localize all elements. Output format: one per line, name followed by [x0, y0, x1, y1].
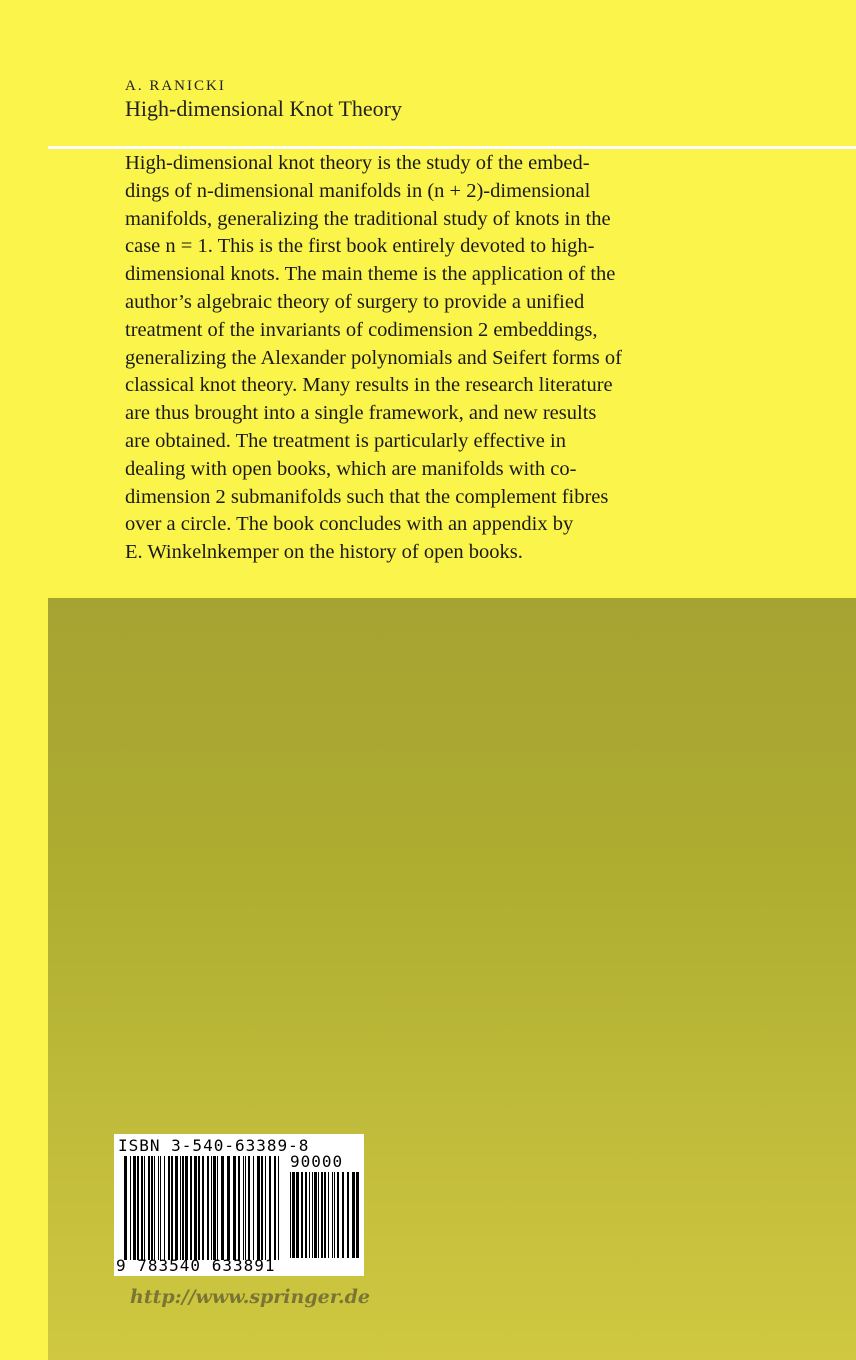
- abstract-line: dimension 2 submanifolds such that the complement fibres: [125, 485, 609, 508]
- ean-number: 9 783540 633891: [116, 1256, 276, 1275]
- abstract-line: High-dimensional knot theory is the study of the embed-: [125, 152, 590, 174]
- publisher-url[interactable]: http://www.springer.de: [130, 1286, 370, 1308]
- abstract-line: treatment of the invariants of codimension 2 embeddings,: [125, 318, 598, 341]
- barcode: [114, 1134, 364, 1276]
- abstract-line: generalizing the Alexander polynomials and Seifert forms of: [125, 346, 622, 369]
- abstract-line: dings of n-dimensional manifolds in (n + 2)-dimensional: [125, 179, 591, 202]
- price-addon-label: 90000: [290, 1152, 344, 1171]
- abstract-line: dimensional knots. The main theme is the application of the: [125, 263, 616, 286]
- barcode-bars: [124, 1156, 280, 1260]
- abstract-line: manifolds, generalizing the traditional study of knots in the: [125, 207, 611, 230]
- abstract-line: author’s algebraic theory of surgery to provide a unified: [125, 290, 585, 313]
- abstract-line: E. Winkelnkemper on the history of open books.: [125, 541, 523, 564]
- abstract-line: over a circle. The book concludes with an appendix by: [125, 513, 574, 536]
- abstract-line: classical knot theory. Many results in the research literature: [125, 374, 613, 397]
- abstract: [125, 150, 725, 567]
- abstract-line: dealing with open books, which are manifolds with co-: [125, 457, 577, 480]
- abstract-line: case n = 1. This is the first book entirely devoted to high-: [125, 235, 595, 258]
- author-name: A. RANICKI: [125, 78, 226, 94]
- divider: [48, 146, 856, 149]
- abstract-line: are obtained. The treatment is particularly effective in: [125, 429, 566, 452]
- isbn-label: ISBN 3-540-63389-8: [118, 1136, 310, 1155]
- addon-barcode-bars: [290, 1172, 360, 1258]
- abstract-line: are thus brought into a single framework, and new results: [125, 402, 597, 425]
- book-title: High-dimensional Knot Theory: [125, 96, 402, 121]
